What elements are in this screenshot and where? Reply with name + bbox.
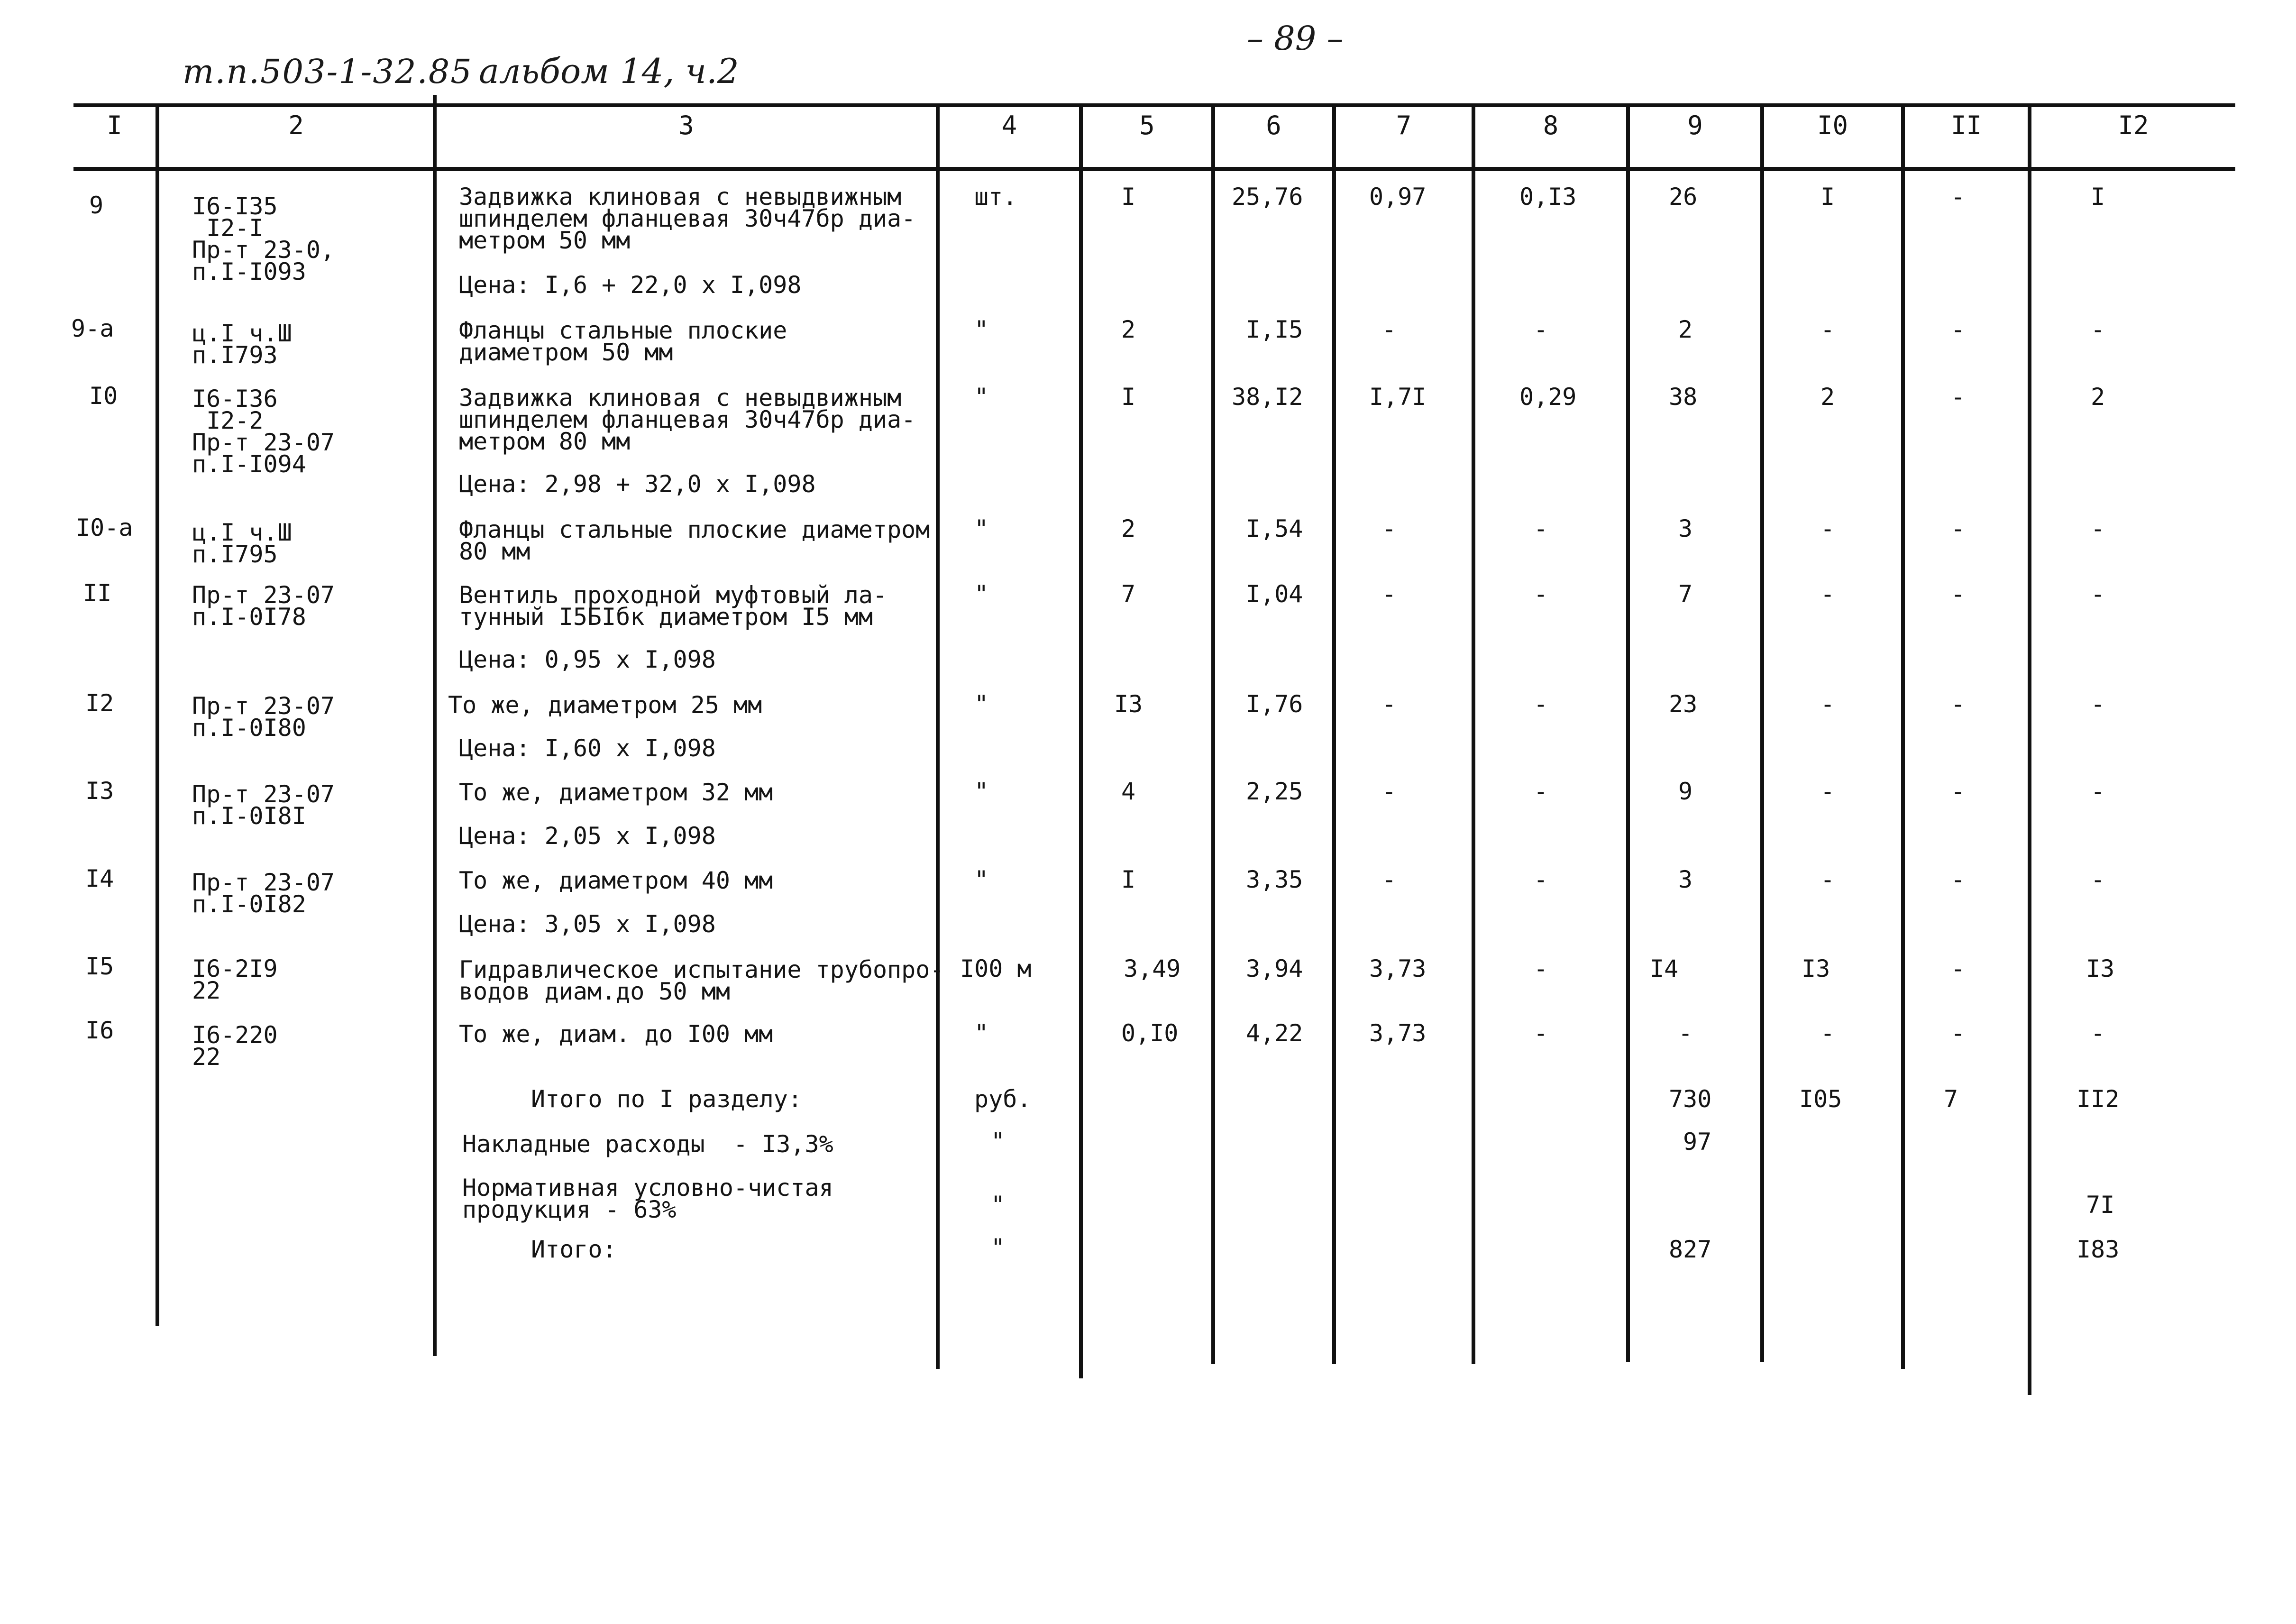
row-c9: 9	[1678, 778, 1693, 805]
row-c9: 38	[1669, 383, 1698, 411]
row-c12: -	[2091, 515, 2105, 542]
row-c9: 23	[1669, 690, 1698, 718]
table-top-rule	[73, 103, 2235, 107]
summary-unit: "	[991, 1191, 1006, 1219]
row-c10: -	[1820, 690, 1835, 718]
summary-label: Итого:	[531, 1236, 617, 1263]
row-c6: 3,94	[1246, 955, 1303, 982]
row-c10: I	[1820, 183, 1835, 211]
row-c6: 2,25	[1246, 778, 1303, 805]
col-header-8: 8	[1543, 110, 1559, 140]
row-c8: -	[1534, 515, 1548, 542]
row-c12: I3	[2086, 955, 2115, 982]
row-unit: шт.	[974, 183, 1017, 211]
col-header-10: I0	[1817, 110, 1848, 140]
summary-label: Нормативная условно-чистая продукция - 63%	[462, 1174, 833, 1223]
row-unit: I00 м	[960, 955, 1032, 982]
row-c7: -	[1382, 690, 1397, 718]
row-c10: I3	[1802, 955, 1830, 982]
row-c5: I	[1121, 866, 1136, 893]
row-c5: I	[1121, 183, 1136, 211]
row-number: 9-а	[71, 315, 114, 342]
row-c9: 2	[1678, 316, 1693, 343]
row-c7: -	[1382, 515, 1397, 542]
row-unit: "	[974, 690, 989, 718]
summary-c12: 7I	[2086, 1191, 2115, 1219]
row-code: I6-220 22	[192, 1021, 278, 1071]
row-code: Пр-т 23-07 п.I-0I8I	[192, 780, 335, 830]
row-price: Цена: I,6 + 22,0 x I,098	[459, 271, 802, 299]
row-c7: -	[1382, 580, 1397, 608]
document-code: т.п.503-1-32.85	[183, 52, 473, 91]
row-c8: -	[1534, 955, 1548, 982]
row-c7: 0,97	[1369, 183, 1427, 211]
row-c7: I,7I	[1369, 383, 1427, 411]
row-c10: -	[1820, 515, 1835, 542]
summary-c11: 7	[1944, 1085, 1958, 1113]
summary-unit: руб.	[974, 1085, 1032, 1113]
row-c12: -	[2091, 580, 2105, 608]
row-c11: -	[1951, 778, 1966, 805]
row-c10: -	[1820, 778, 1835, 805]
album-label: альбом 14, ч.2	[479, 51, 739, 91]
row-c12: -	[2091, 316, 2105, 343]
summary-c12: I83	[2076, 1236, 2120, 1263]
col-header-3: 3	[678, 110, 694, 140]
row-c10: -	[1820, 866, 1835, 893]
row-c6: I,I5	[1246, 316, 1303, 343]
row-c11: -	[1951, 383, 1966, 411]
row-c5: 4	[1121, 778, 1136, 805]
row-c11: -	[1951, 183, 1966, 211]
page-number: – 89 –	[1247, 19, 1344, 58]
row-c11: -	[1951, 866, 1966, 893]
row-unit: "	[974, 778, 989, 805]
row-description: То же, диаметром 25 мм	[448, 691, 762, 719]
row-c8: -	[1534, 580, 1548, 608]
row-c10: -	[1820, 316, 1835, 343]
col-divider-11	[2028, 105, 2031, 1395]
col-header-9: 9	[1687, 110, 1703, 140]
col-header-4: 4	[1001, 110, 1017, 140]
col-divider-9	[1760, 105, 1764, 1362]
summary-unit: "	[991, 1128, 1006, 1155]
row-c12: -	[2091, 866, 2105, 893]
row-description: Задвижка клиновая с невыдвижным шпинделем фланцевая 30ч47бр диа- метром 80 мм	[459, 384, 916, 455]
summary-unit: "	[991, 1234, 1006, 1261]
row-c6: 4,22	[1246, 1019, 1303, 1047]
row-unit: "	[974, 515, 989, 542]
row-description: Вентиль проходной муфтовый ла- тунный I5БIбк диаметром I5 мм	[459, 581, 887, 631]
row-c11: -	[1951, 515, 1966, 542]
row-code: Пр-т 23-07 п.I-0I82	[192, 869, 335, 918]
col-header-11: II	[1950, 110, 1982, 140]
col-divider-4	[1079, 105, 1083, 1378]
row-unit: "	[974, 866, 989, 893]
row-c9: I4	[1650, 955, 1679, 982]
row-code: I6-I36 I2-2 Пр-т 23-07 п.I-I094	[192, 385, 335, 478]
row-price: Цена: 3,05 x I,098	[459, 910, 716, 938]
row-c12: -	[2091, 778, 2105, 805]
summary-c9: 827	[1669, 1236, 1712, 1263]
row-unit: "	[974, 383, 989, 411]
row-c9: 3	[1678, 866, 1693, 893]
row-number: II	[83, 579, 112, 607]
row-c6: I,04	[1246, 580, 1303, 608]
row-number: I4	[85, 865, 114, 892]
summary-c10: I05	[1799, 1085, 1842, 1113]
row-c8: -	[1534, 778, 1548, 805]
row-c9: 3	[1678, 515, 1693, 542]
row-price: Цена: 0,95 x I,098	[459, 646, 716, 673]
col-divider-2	[433, 95, 437, 1356]
row-c5: 2	[1121, 316, 1136, 343]
row-c10: -	[1820, 580, 1835, 608]
col-divider-10	[1901, 105, 1905, 1369]
row-unit: "	[974, 580, 989, 608]
col-header-7: 7	[1396, 110, 1412, 140]
row-code: ц.I ч.Ш п.I793	[192, 320, 292, 369]
row-c8: -	[1534, 1019, 1548, 1047]
row-c7: -	[1382, 866, 1397, 893]
row-code: ц.I ч.Ш п.I795	[192, 519, 292, 568]
row-number: I2	[85, 689, 114, 717]
row-c10: -	[1820, 1019, 1835, 1047]
row-number: I0	[89, 382, 118, 410]
col-divider-1	[156, 105, 159, 1326]
row-c8: -	[1534, 316, 1548, 343]
row-c5: 3,49	[1124, 955, 1181, 982]
col-divider-8	[1626, 105, 1630, 1362]
row-c8: 0,29	[1519, 383, 1577, 411]
row-c10: 2	[1820, 383, 1835, 411]
col-header-12: I2	[2118, 110, 2149, 140]
row-c12: I	[2091, 183, 2105, 211]
summary-label: Накладные расходы - I3,3%	[462, 1130, 833, 1158]
row-c5: 2	[1121, 515, 1136, 542]
row-c6: 3,35	[1246, 866, 1303, 893]
row-number: I5	[85, 953, 114, 980]
row-unit: "	[974, 316, 989, 343]
row-c5: I3	[1114, 690, 1143, 718]
row-c11: -	[1951, 955, 1966, 982]
row-c12: -	[2091, 1019, 2105, 1047]
row-code: I6-2I9 22	[192, 955, 278, 1004]
row-c6: 25,76	[1232, 183, 1303, 211]
row-description: То же, диам. до I00 мм	[459, 1020, 773, 1048]
summary-c12: II2	[2076, 1085, 2120, 1113]
row-code: Пр-т 23-07 п.I-0I78	[192, 581, 335, 631]
row-c8: -	[1534, 690, 1548, 718]
col-header-2: 2	[288, 110, 304, 140]
row-c7: 3,73	[1369, 1019, 1427, 1047]
col-divider-5	[1211, 105, 1215, 1364]
row-c6: 38,I2	[1232, 383, 1303, 411]
row-description: То же, диаметром 32 мм	[459, 779, 773, 806]
summary-c9: 730	[1669, 1085, 1712, 1113]
row-number: I6	[85, 1017, 114, 1044]
row-price: Цена: 2,98 + 32,0 x I,098	[459, 470, 816, 498]
row-code: Пр-т 23-07 п.I-0I80	[192, 692, 335, 742]
row-c7: 3,73	[1369, 955, 1427, 982]
row-number: 9	[89, 192, 104, 219]
row-c6: I,54	[1246, 515, 1303, 542]
row-unit: "	[974, 1019, 989, 1047]
col-header-5: 5	[1139, 110, 1155, 140]
row-code: I6-I35 I2-I Пр-т 23-0, п.I-I093	[192, 193, 335, 285]
row-price: Цена: 2,05 x I,098	[459, 822, 716, 850]
summary-c9: 97	[1683, 1128, 1712, 1156]
row-c5: 7	[1121, 580, 1136, 608]
row-c5: 0,I0	[1121, 1019, 1179, 1047]
row-c9: -	[1678, 1019, 1693, 1047]
row-c9: 7	[1678, 580, 1693, 608]
row-description: Фланцы стальные плоские диаметром 80 мм	[459, 516, 930, 565]
col-header-6: 6	[1266, 110, 1281, 140]
col-divider-7	[1472, 105, 1475, 1364]
row-number: I3	[85, 777, 114, 805]
row-c8: -	[1534, 866, 1548, 893]
row-price: Цена: I,60 x I,098	[459, 734, 716, 762]
row-c8: 0,I3	[1519, 183, 1577, 211]
row-number: I0-а	[76, 514, 133, 541]
summary-label: Итого по I разделу:	[531, 1085, 802, 1113]
row-c11: -	[1951, 580, 1966, 608]
row-c12: 2	[2091, 383, 2105, 411]
row-c6: I,76	[1246, 690, 1303, 718]
row-c11: -	[1951, 1019, 1966, 1047]
header-bottom-rule	[73, 167, 2235, 171]
row-c5: I	[1121, 383, 1136, 411]
col-header-1: I	[107, 110, 122, 140]
row-c11: -	[1951, 316, 1966, 343]
row-description: Гидравлическое испытание трубопро- водов диам.до 50 мм	[459, 956, 944, 1005]
row-description: Задвижка клиновая с невыдвижным шпинделем фланцевая 30ч47бр диа- метром 50 мм	[459, 183, 916, 254]
row-description: Фланцы стальные плоские диаметром 50 мм	[459, 317, 787, 366]
col-divider-6	[1332, 105, 1336, 1364]
col-divider-3	[936, 105, 940, 1369]
row-c9: 26	[1669, 183, 1698, 211]
row-c12: -	[2091, 690, 2105, 718]
row-c11: -	[1951, 690, 1966, 718]
row-c7: -	[1382, 778, 1397, 805]
row-description: То же, диаметром 40 мм	[459, 867, 773, 894]
row-c7: -	[1382, 316, 1397, 343]
